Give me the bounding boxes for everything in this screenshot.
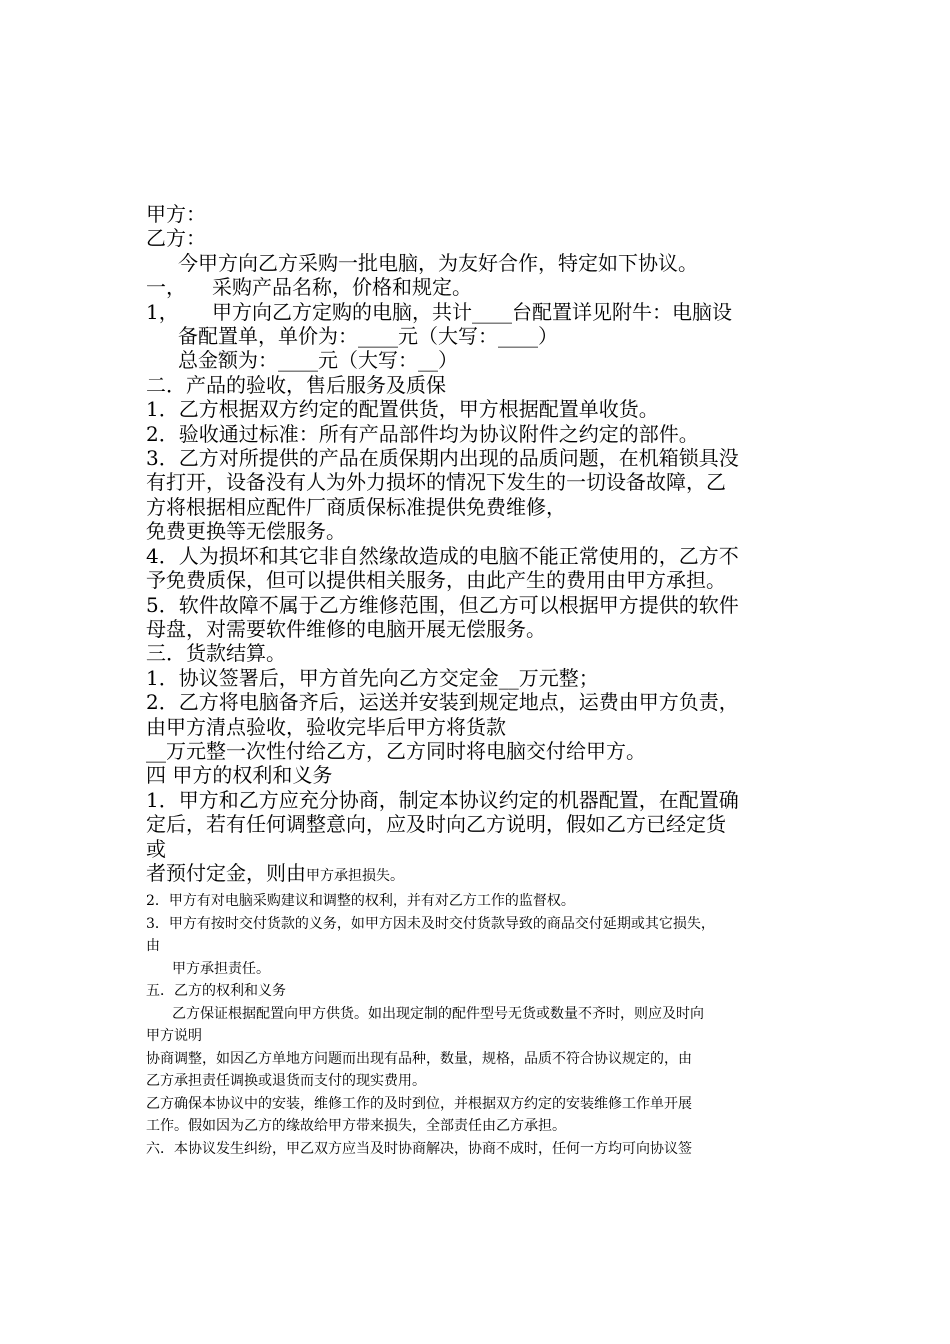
text-line: 免费更换等无偿服务。: [146, 519, 346, 544]
text-line: 有打开，设备没有人为外力损坏的情况下发生的一切设备故障，乙: [146, 470, 726, 495]
text-line: 5．软件故障不属于乙方维修范围，但乙方可以根据甲方提供的软件: [146, 592, 739, 617]
mixed-size-line: [146, 861, 816, 888]
text-line: 2．验收通过标准：所有产品部件均为协议附件之约定的部件。: [146, 421, 699, 446]
text-line: 4．人为损坏和其它非自然缘故造成的电脑不能正常使用的，乙方不: [146, 543, 739, 568]
text-line-small: 由: [146, 938, 160, 955]
text-line-small: 乙方保证根据配置向甲方供货。如出现定制的配件型号无货或数量不齐时，则应及时向: [172, 1005, 704, 1022]
text-line: 定后，若有任何调整意向，应及时向乙方说明，假如乙方已经定货: [146, 812, 726, 837]
section-4-heading: 四 甲方的权利和义务: [146, 763, 333, 788]
text-line-small: 3．甲方有按时交付货款的义务，如甲方因未及时交付货款导致的商品交付延期或其它损失，: [146, 915, 715, 932]
text-line: 2．乙方将电脑备齐后，运送并安装到规定地点，运费由甲方负责，: [146, 690, 739, 715]
text-line: 由甲方清点验收，验收完毕后甲方将货款: [146, 714, 506, 739]
text-line-small: 甲方说明: [146, 1028, 202, 1045]
document-body: [146, 202, 816, 1160]
text-line-small: 乙方承担责任调换或退货而支付的现实费用。: [146, 1073, 426, 1090]
section-2-heading: 二．产品的验收，售后服务及质保: [146, 372, 446, 397]
section-3-heading: 三．货款结算。: [146, 641, 286, 666]
text-line: 方将根据相应配件厂商质保标准提供免费维修，: [146, 494, 566, 519]
text-line: 母盘，对需要软件维修的电脑开展无偿服务。: [146, 616, 546, 641]
text-line: 3．乙方对所提供的产品在质保期内出现的品质问题，在机箱锁具没: [146, 446, 739, 471]
text-line: 1．甲方和乙方应充分协商，制定本协议约定的机器配置，在配置确: [146, 787, 739, 812]
text-line-small: 协商调整，如因乙方单地方问题而出现有品种，数量，规格，品质不符合协议规定的，由: [146, 1050, 692, 1067]
section-1-heading: [146, 275, 816, 299]
text-fragment-small: 甲方承担损失。: [306, 867, 404, 884]
item-1-text: 甲方向乙方定购的电脑，共计____台配置详见附牛：电脑设: [212, 299, 732, 324]
text-line-small: 工作。假如因为乙方的缘故给甲方带来损失，全部责任由乙方承担。: [146, 1118, 566, 1135]
unit-price-line: 备配置单，单价为：____元（大写：____）: [178, 324, 558, 349]
text-line: 1．乙方根据双方约定的配置供货，甲方根据配置单收货。: [146, 397, 659, 422]
text-line: 或: [146, 836, 166, 861]
text-line: 1．协议签署后，甲方首先向乙方交定金__万元整；: [146, 665, 599, 690]
item-1-number: 1，: [146, 299, 179, 324]
text-line: __万元整一次性付给乙方，乙方同时将电脑交付给甲方。: [146, 738, 646, 763]
text-fragment: 者预付定金，则由: [146, 860, 306, 885]
text-line: 予免费质保，但可以提供相关服务，由此产生的费用由甲方承担。: [146, 568, 726, 593]
total-amount-line: 总金额为：____元（大写：__）: [178, 348, 458, 373]
section-1-number: 一，: [146, 275, 186, 300]
section-1-title: 采购产品名称，价格和规定。: [212, 275, 472, 300]
section-6-line: 六．本协议发生纠纷，甲乙双方应当及时协商解决，协商不成时，任何一方均可向协议签: [146, 1140, 692, 1157]
text-line-small: 甲方承担责任。: [172, 960, 270, 977]
text-line-small: 乙方确保本协议中的安装，维修工作的及时到位，并根据双方约定的安装维修工作单开展: [146, 1095, 692, 1112]
section-5-heading: 五．乙方的权利和义务: [146, 983, 286, 1000]
party-a-line: 甲方：: [146, 202, 206, 226]
party-b-line: 乙方：: [146, 226, 206, 251]
item-1-line: [146, 300, 816, 324]
text-line-small: 2．甲方有对电脑采购建议和调整的权利，并有对乙方工作的监督权。: [146, 893, 575, 910]
intro-paragraph: 今甲方向乙方采购一批电脑，为友好合作，特定如下协议。: [178, 250, 698, 275]
